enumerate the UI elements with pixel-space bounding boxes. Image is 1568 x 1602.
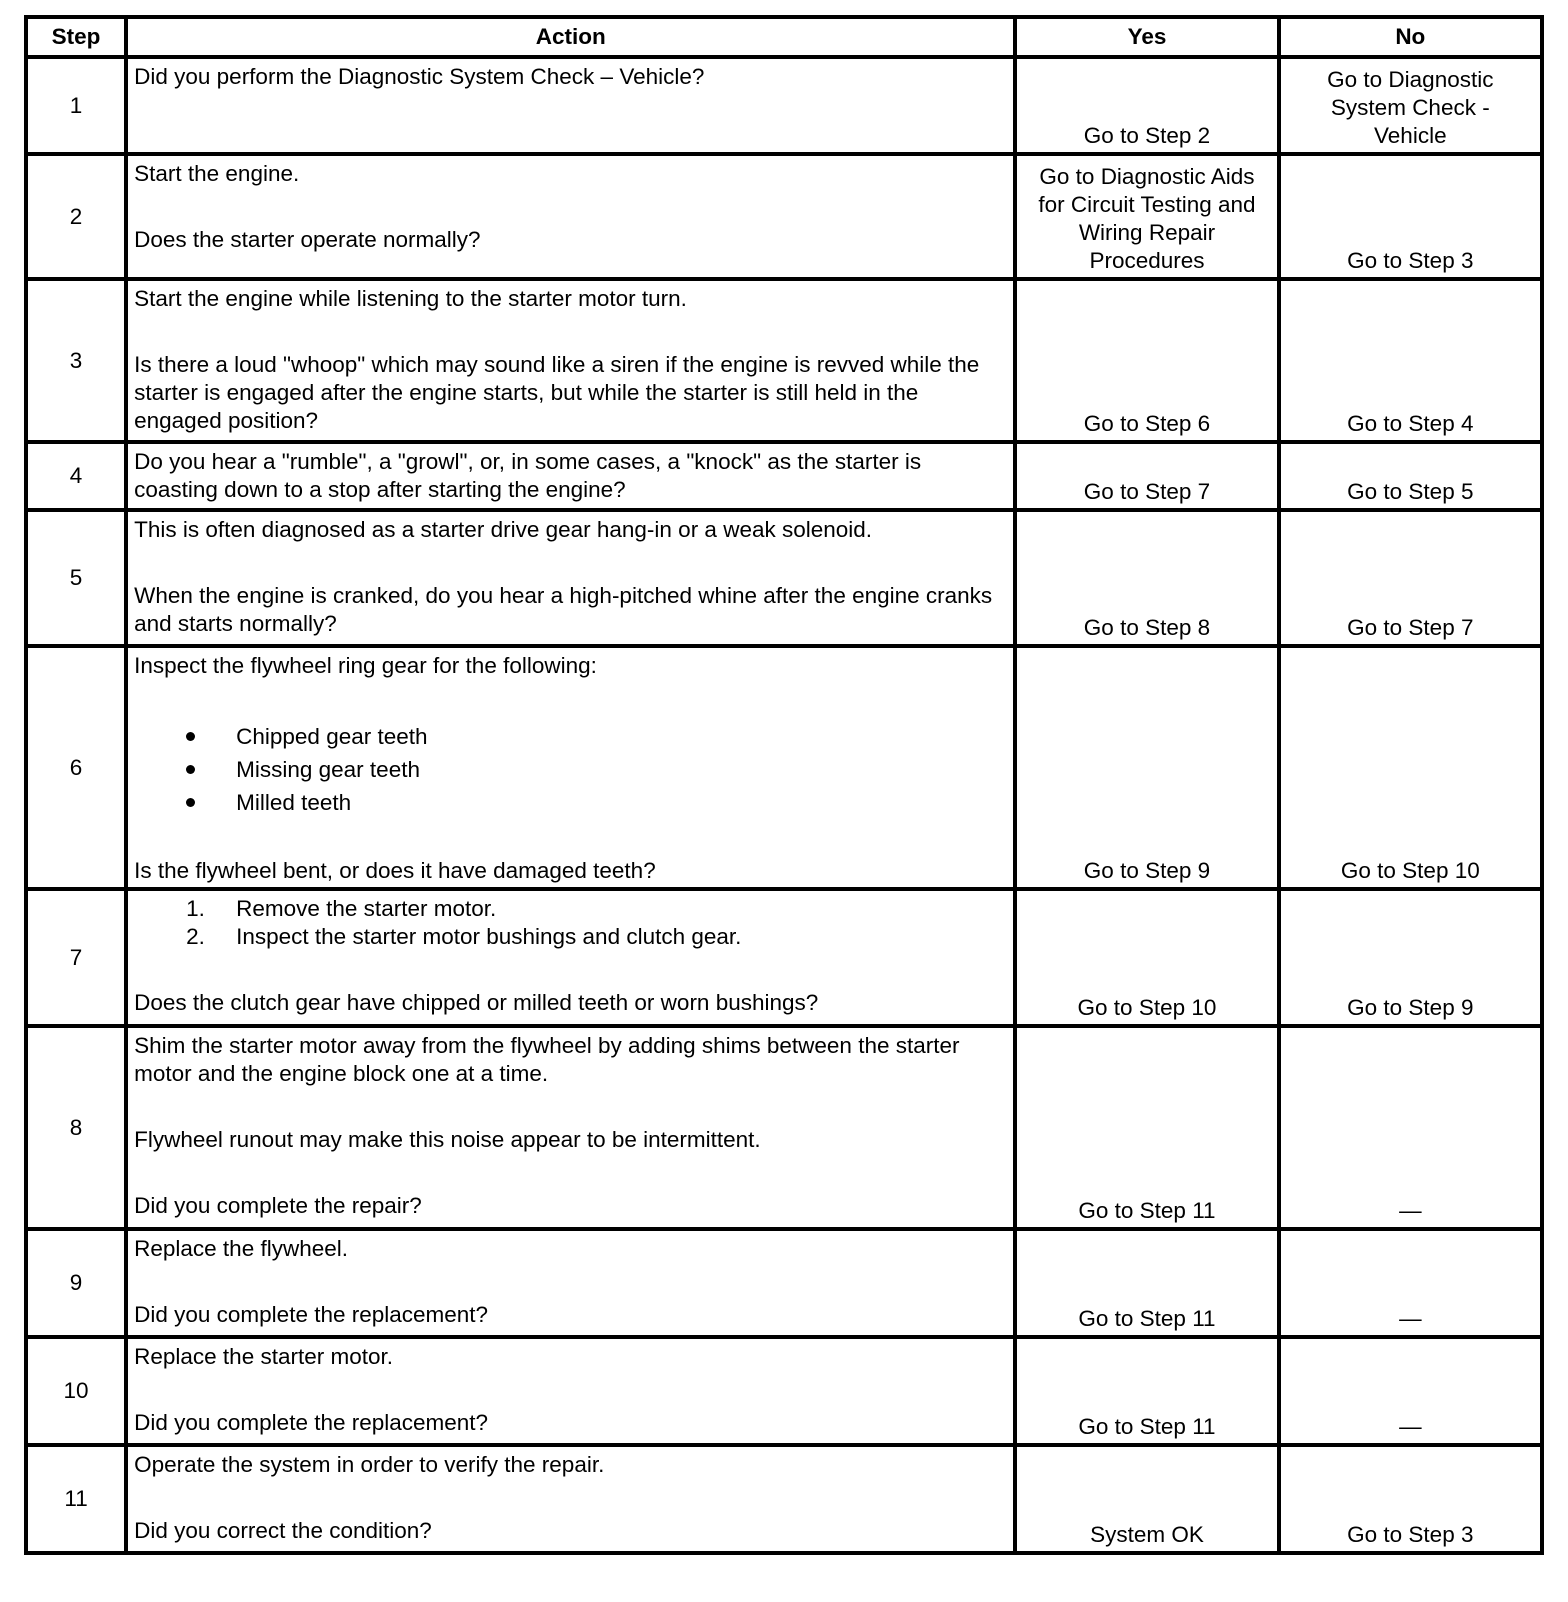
no-cell: Go to Step 9 — [1279, 889, 1542, 1026]
action-text: Start the engine. — [134, 161, 300, 186]
table-row — [26, 1229, 1542, 1337]
action-text: Does the starter operate normally? — [134, 227, 481, 252]
list-item — [134, 786, 1007, 819]
header-no: No — [1279, 17, 1542, 57]
yes-cell: System OK — [1015, 1445, 1278, 1553]
bullet-text: Milled teeth — [236, 790, 352, 815]
yes-cell: Go to Step 2 — [1015, 57, 1278, 154]
diagnostic-table-document — [24, 15, 1544, 1555]
step-number: 9 — [26, 1229, 126, 1337]
no-cell: Go to Step 3 — [1279, 154, 1542, 279]
action-text: Did you complete the replacement? — [134, 1302, 489, 1327]
step-number: 6 — [26, 646, 126, 889]
yes-cell: Go to Step 11 — [1015, 1337, 1278, 1445]
action-cell — [126, 1229, 1015, 1337]
action-cell — [126, 510, 1015, 646]
no-cell: Go to Step 5 — [1279, 442, 1542, 510]
numbered-list — [134, 895, 1007, 951]
table-row — [26, 1445, 1542, 1553]
action-text: Operate the system in order to verify the repair. — [134, 1452, 605, 1477]
action-cell — [126, 154, 1015, 279]
table-row — [26, 510, 1542, 646]
yes-cell: Go to Step 8 — [1015, 510, 1278, 646]
yes-cell: Go to Step 10 — [1015, 889, 1278, 1026]
action-text: Do you hear a "rumble", a "growl", or, in some cases, a "knock" as the starter is coasting down to a stop after starting the engine? — [134, 449, 928, 502]
list-number: 1. — [186, 896, 205, 921]
step-number: 7 — [26, 889, 126, 1026]
action-text: Did you correct the condition? — [134, 1518, 432, 1543]
no-cell: Go to Diagnostic System Check - Vehicle — [1279, 57, 1542, 154]
table-row — [26, 646, 1542, 889]
yes-cell: Go to Step 6 — [1015, 279, 1278, 442]
yes-cell: Go to Step 7 — [1015, 442, 1278, 510]
action-cell — [126, 57, 1015, 154]
action-text: Shim the starter motor away from the flywheel by adding shims between the starter motor and the engine block one at a time. — [134, 1033, 966, 1086]
action-cell — [126, 442, 1015, 510]
action-text: Is the flywheel bent, or does it have damaged teeth? — [134, 858, 656, 883]
yes-cell: Go to Step 11 — [1015, 1229, 1278, 1337]
action-text: This is often diagnosed as a starter drive gear hang-in or a weak solenoid. — [134, 517, 873, 542]
bullet-text: Missing gear teeth — [236, 757, 420, 782]
header-row — [26, 17, 1542, 57]
bullet-icon — [186, 798, 195, 807]
table-row — [26, 1337, 1542, 1445]
no-cell: Go to Step 10 — [1279, 646, 1542, 889]
list-item — [134, 753, 1007, 786]
action-text: Did you perform the Diagnostic System Check – Vehicle? — [134, 64, 705, 89]
no-cell: Go to Step 4 — [1279, 279, 1542, 442]
no-cell: Go to Step 3 — [1279, 1445, 1542, 1553]
action-cell — [126, 646, 1015, 889]
step-number: 5 — [26, 510, 126, 646]
action-text: Is there a loud "whoop" which may sound like a siren if the engine is revved while the starter is engaged after the engine starts, but while the starter is still held in the engaged position? — [134, 352, 986, 433]
yes-cell: Go to Diagnostic Aids for Circuit Testing and Wiring Repair Procedures — [1015, 154, 1278, 279]
header-action: Action — [126, 17, 1015, 57]
step-number: 11 — [26, 1445, 126, 1553]
action-cell — [126, 1337, 1015, 1445]
step-number: 3 — [26, 279, 126, 442]
list-text: Inspect the starter motor bushings and clutch gear. — [236, 924, 742, 949]
list-item — [134, 923, 1007, 951]
table-row — [26, 154, 1542, 279]
action-cell — [126, 279, 1015, 442]
action-text: Inspect the flywheel ring gear for the following: — [134, 653, 597, 678]
action-text: Start the engine while listening to the starter motor turn. — [134, 286, 687, 311]
action-text: Flywheel runout may make this noise appear to be intermittent. — [134, 1127, 761, 1152]
list-item — [134, 895, 1007, 923]
bullet-icon — [186, 732, 195, 741]
list-item — [134, 720, 1007, 753]
step-number: 4 — [26, 442, 126, 510]
action-text: Replace the flywheel. — [134, 1236, 348, 1261]
step-number: 10 — [26, 1337, 126, 1445]
step-number: 2 — [26, 154, 126, 279]
action-text: When the engine is cranked, do you hear a high-pitched whine after the engine cranks and starts normally? — [134, 583, 999, 636]
table-row — [26, 279, 1542, 442]
action-cell — [126, 1445, 1015, 1553]
no-cell: — — [1279, 1026, 1542, 1229]
step-number: 1 — [26, 57, 126, 154]
list-number: 2. — [186, 924, 205, 949]
bullet-text: Chipped gear teeth — [236, 724, 428, 749]
table-row — [26, 889, 1542, 1026]
action-text: Did you complete the repair? — [134, 1193, 422, 1218]
action-cell — [126, 1026, 1015, 1229]
table-row — [26, 57, 1542, 154]
no-cell: — — [1279, 1229, 1542, 1337]
bullet-list — [134, 720, 1007, 819]
action-text: Replace the starter motor. — [134, 1344, 393, 1369]
header-yes: Yes — [1015, 17, 1278, 57]
yes-cell: Go to Step 11 — [1015, 1026, 1278, 1229]
action-cell — [126, 889, 1015, 1026]
action-text: Does the clutch gear have chipped or milled teeth or worn bushings? — [134, 990, 819, 1015]
list-text: Remove the starter motor. — [236, 896, 497, 921]
header-step: Step — [26, 17, 126, 57]
no-cell: — — [1279, 1337, 1542, 1445]
table-row — [26, 442, 1542, 510]
table-row — [26, 1026, 1542, 1229]
yes-cell: Go to Step 9 — [1015, 646, 1278, 889]
step-number: 8 — [26, 1026, 126, 1229]
bullet-icon — [186, 765, 195, 774]
no-cell: Go to Step 7 — [1279, 510, 1542, 646]
diagnostic-table — [24, 15, 1544, 1555]
action-text: Did you complete the replacement? — [134, 1410, 489, 1435]
